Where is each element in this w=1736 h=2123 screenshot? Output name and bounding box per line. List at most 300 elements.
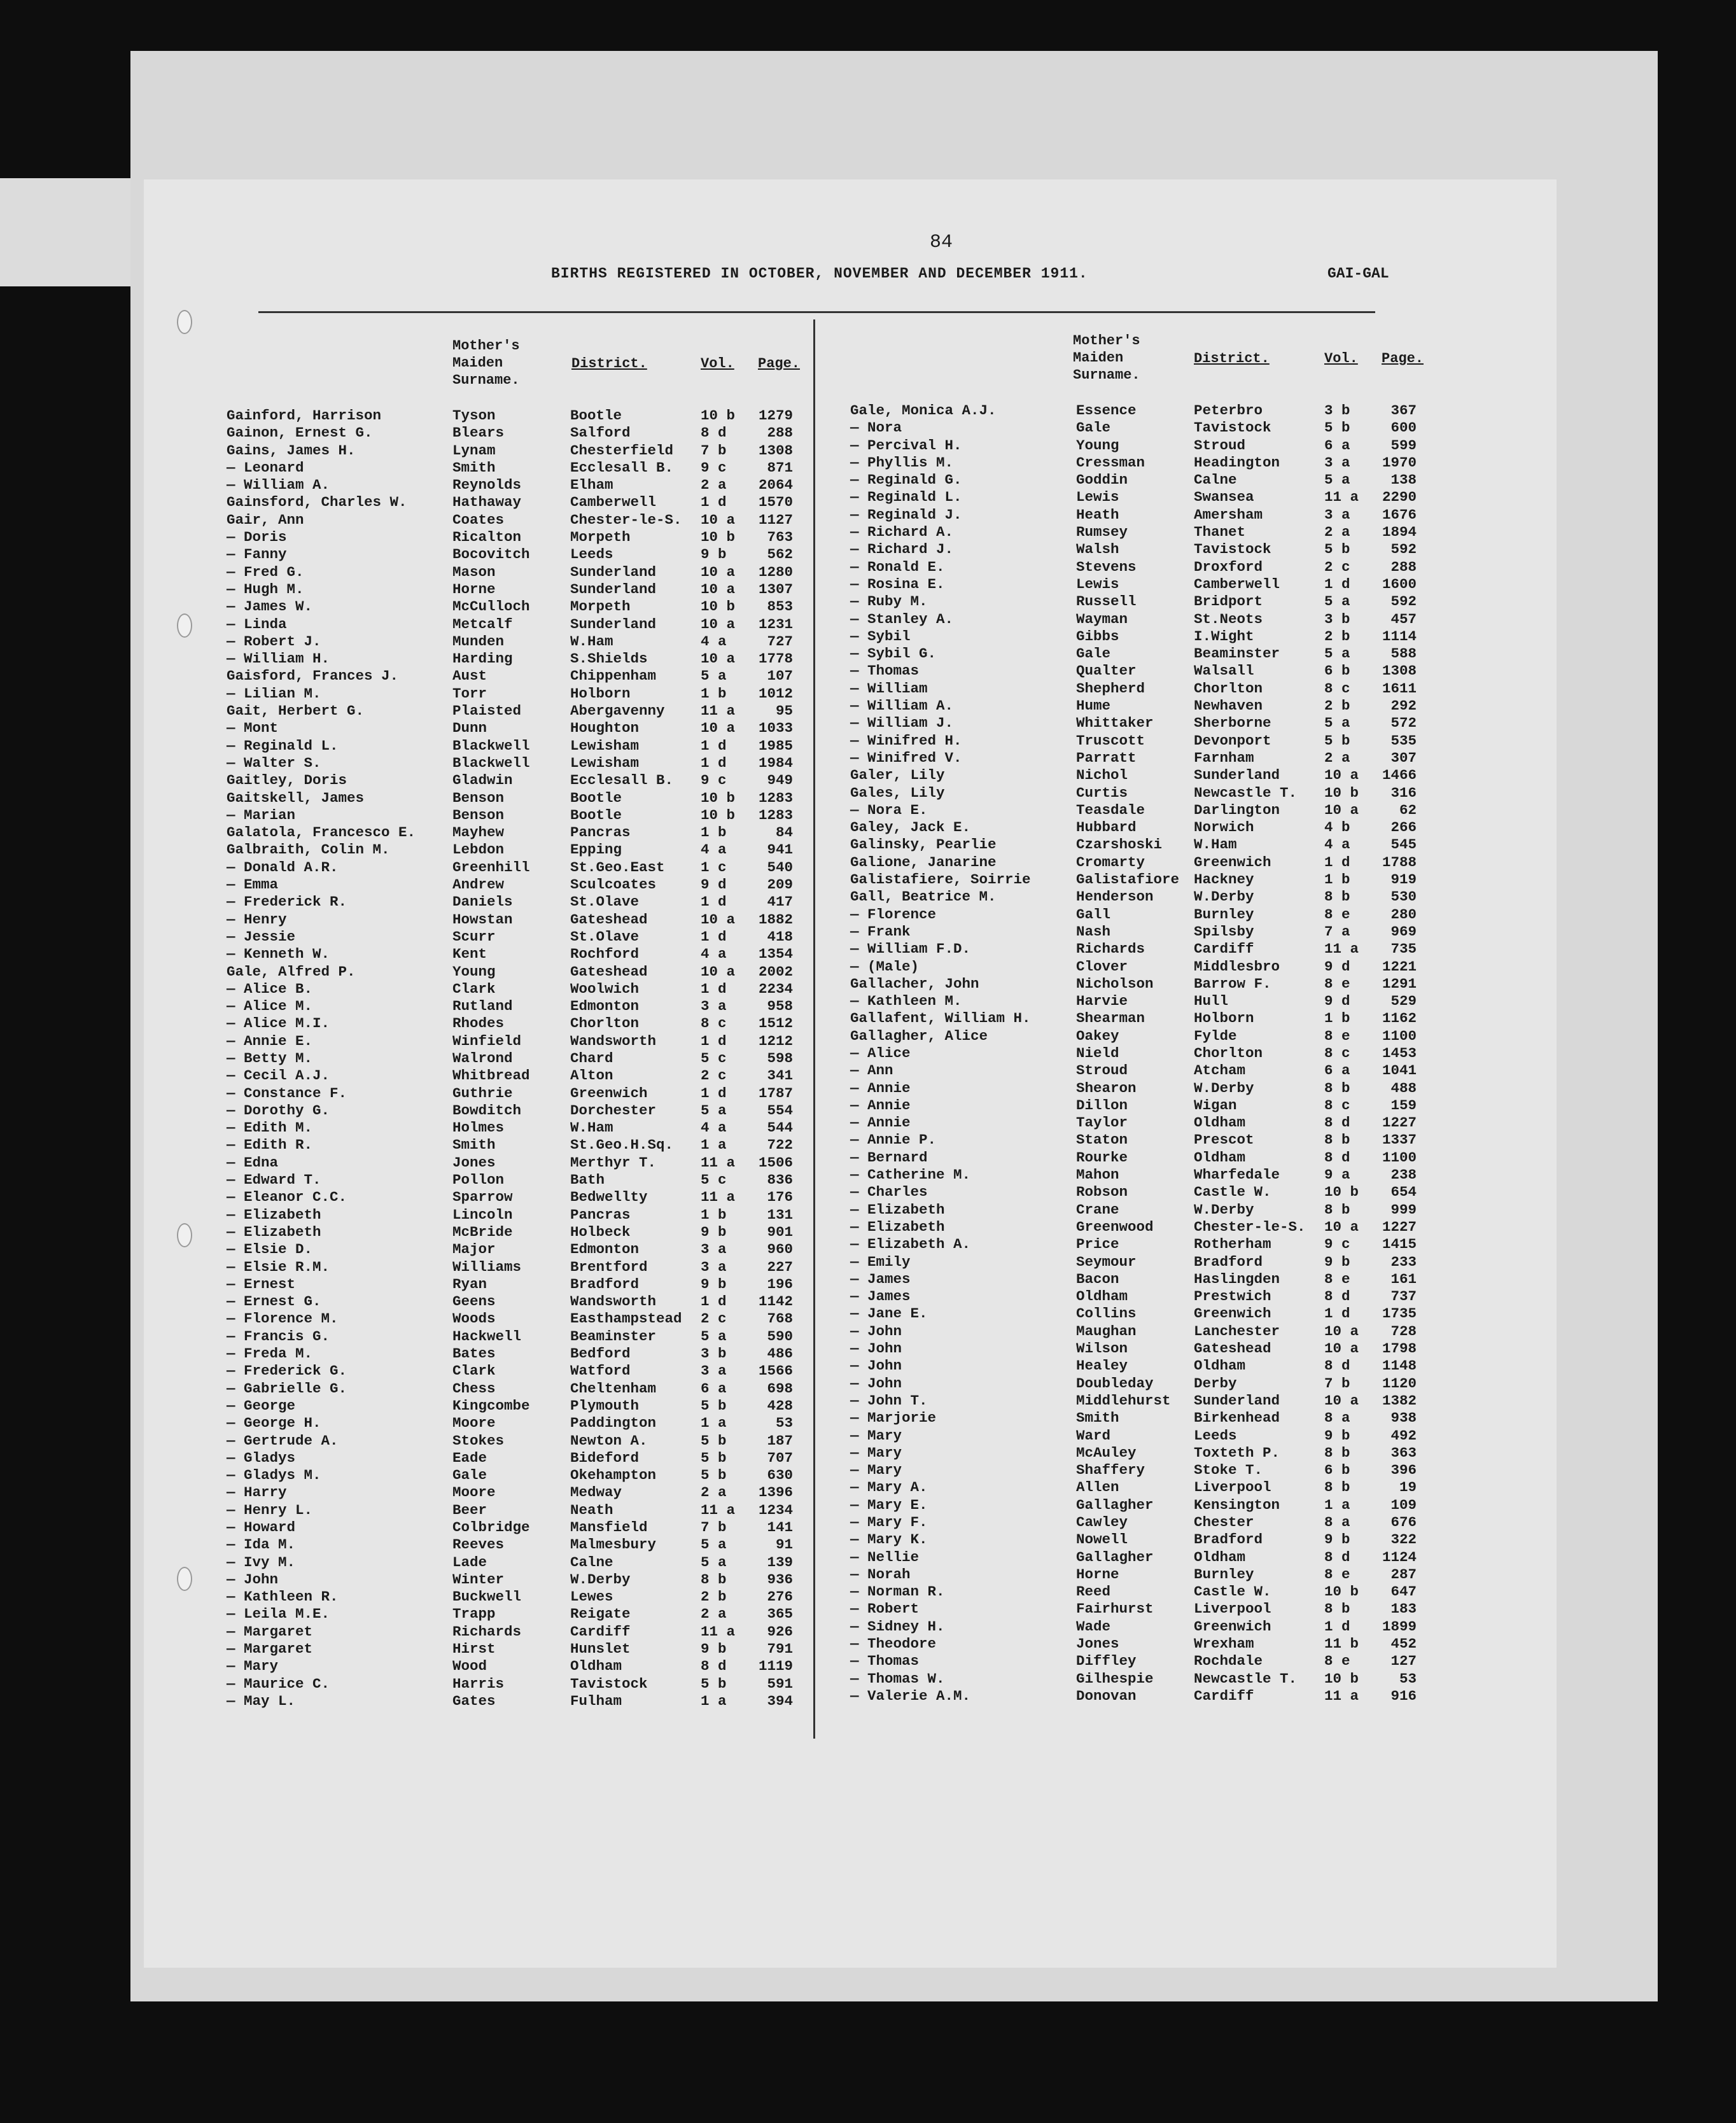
entry-maiden-surname: Moore	[452, 1415, 496, 1432]
entry-name: — Richard J.	[850, 541, 954, 558]
entry-page: 138	[1390, 472, 1417, 489]
entry-name: — Frederick R.	[227, 893, 347, 911]
entry-page: 492	[1390, 1427, 1417, 1444]
entry-maiden-surname: Shearman	[1076, 1010, 1145, 1027]
entry-page: 958	[767, 998, 793, 1015]
entry-name: — Elizabeth	[227, 1206, 321, 1223]
entry-maiden-surname: Trapp	[452, 1606, 496, 1623]
entry-maiden-surname: Greenwood	[1076, 1218, 1154, 1235]
entry-district: Spilsby	[1194, 923, 1254, 940]
entry-maiden-surname: Reynolds	[452, 477, 522, 494]
entry-name: — Richard A.	[850, 524, 954, 541]
entry-volume: 8 b	[1324, 1479, 1350, 1496]
entry-volume: 1 d	[701, 754, 727, 771]
entry-name: — Ernest	[227, 1275, 296, 1293]
entry-page: 599	[1390, 437, 1417, 454]
entry-district: Brentford	[570, 1258, 648, 1275]
entry-district: Bath	[570, 1172, 605, 1189]
entry-maiden-surname: Donovan	[1076, 1687, 1137, 1704]
entry-district: Swansea	[1194, 489, 1254, 506]
entry-maiden-surname: Shearon	[1076, 1079, 1137, 1097]
entry-district: Houghton	[570, 720, 640, 737]
entry-page: 91	[775, 1536, 793, 1553]
entry-name: — (Male)	[850, 958, 920, 975]
entry-name: — Jane E.	[850, 1305, 928, 1322]
entry-maiden-surname: Dillon	[1076, 1097, 1128, 1114]
entry-name: Galbraith, Colin M.	[227, 841, 390, 858]
entry-district: Lewes	[570, 1588, 613, 1606]
entry-page: 486	[767, 1345, 793, 1363]
entry-volume: 8 e	[1324, 1270, 1350, 1287]
entry-district: Sunderland	[1194, 767, 1280, 784]
entry-name: — Kathleen M.	[850, 993, 962, 1010]
entry-maiden-surname: Wilson	[1076, 1340, 1128, 1357]
entry-maiden-surname: Buckwell	[452, 1588, 522, 1606]
entry-district: Gateshead	[1194, 1340, 1271, 1357]
entry-volume: 8 c	[701, 1015, 727, 1032]
entry-page: 901	[767, 1223, 793, 1240]
entry-district: Camberwell	[1194, 575, 1280, 592]
entry-page: 457	[1390, 610, 1417, 627]
entry-district: Middlesbro	[1194, 958, 1280, 975]
entry-page: 1212	[758, 1032, 793, 1049]
entry-volume: 8 a	[1324, 1410, 1350, 1427]
entry-district: W.Ham	[1194, 836, 1237, 853]
entry-maiden-surname: Aust	[452, 668, 487, 685]
entry-name: — Francis G.	[227, 1328, 330, 1345]
entry-volume: 1 d	[701, 893, 727, 911]
entry-district: Cardiff	[1194, 941, 1254, 958]
entry-maiden-surname: Heath	[1076, 506, 1119, 523]
entry-volume: 8 d	[1324, 1149, 1350, 1166]
entry-volume: 10 a	[701, 650, 736, 668]
entry-volume: 9 d	[701, 876, 727, 893]
entry-name: Galey, Jack E.	[850, 819, 971, 836]
entry-district: Neath	[570, 1501, 613, 1518]
entry-volume: 8 b	[1324, 1201, 1350, 1218]
entry-name: — Ruby M.	[850, 593, 928, 610]
header-line: Surname.	[1073, 367, 1140, 383]
entry-district: Alton	[570, 1067, 613, 1084]
entry-page: 544	[767, 1119, 793, 1137]
entry-page: 1283	[758, 789, 793, 806]
entry-name: — Elsie R.M.	[227, 1258, 330, 1275]
entry-page: 853	[767, 598, 793, 615]
entry-district: Oldham	[1194, 1114, 1246, 1132]
entry-maiden-surname: Richards	[1076, 941, 1145, 958]
entry-volume: 5 b	[1324, 541, 1350, 558]
entry-volume: 6 b	[1324, 1462, 1350, 1479]
entry-maiden-surname: McBride	[452, 1223, 513, 1240]
entry-maiden-surname: Blears	[452, 424, 505, 442]
entry-volume: 2 c	[1324, 558, 1350, 575]
entry-volume: 8 e	[1324, 906, 1350, 923]
entry-maiden-surname: Andrew	[452, 876, 505, 893]
entry-maiden-surname: Healey	[1076, 1357, 1128, 1375]
entry-name: — Nellie	[850, 1548, 920, 1566]
entry-page: 1970	[1382, 454, 1417, 471]
entry-volume: 9 b	[701, 546, 727, 563]
entry-volume: 1 d	[1324, 575, 1350, 592]
entry-volume: 9 b	[701, 1223, 727, 1240]
entry-volume: 2 a	[701, 1606, 727, 1623]
header-line: Surname.	[452, 372, 520, 388]
entry-name: — Linda	[227, 615, 287, 633]
entry-volume: 4 a	[701, 841, 727, 858]
entry-volume: 10 a	[701, 963, 736, 980]
entry-district: Mansfield	[570, 1519, 648, 1536]
entry-page: 159	[1390, 1097, 1417, 1114]
entry-volume: 7 b	[1324, 1375, 1350, 1392]
entry-volume: 7 b	[701, 442, 727, 459]
entry-volume: 11 b	[1324, 1636, 1359, 1653]
entry-name: — Mary A.	[850, 1479, 928, 1496]
entry-name: — Gladys	[227, 1449, 296, 1466]
entry-page: 367	[1390, 402, 1417, 419]
entry-maiden-surname: Rutland	[452, 998, 513, 1015]
entry-district: Chippenham	[570, 668, 657, 685]
entry-district: Wrexham	[1194, 1636, 1254, 1653]
entry-district: Tavistock	[1194, 541, 1271, 558]
entry-name: — Reginald J.	[850, 506, 962, 523]
entry-district: Epping	[570, 841, 622, 858]
entry-maiden-surname: Gilhespie	[1076, 1670, 1154, 1687]
entry-maiden-surname: Smith	[452, 1137, 496, 1154]
entry-maiden-surname: Metcalf	[452, 615, 513, 633]
entry-volume: 10 a	[701, 511, 736, 528]
entry-volume: 11 a	[1324, 941, 1359, 958]
entry-name: Galer, Lily	[850, 767, 945, 784]
entry-maiden-surname: Colbridge	[452, 1519, 530, 1536]
entry-name: Gainsford, Charles W.	[227, 494, 407, 511]
entry-district: Sunderland	[570, 615, 657, 633]
entry-district: Pancras	[570, 1206, 631, 1223]
entry-page: 591	[767, 1675, 793, 1692]
entry-maiden-surname: Truscott	[1076, 732, 1145, 749]
entry-name: — Annie E.	[227, 1032, 313, 1049]
entry-name: — Ida M.	[227, 1536, 296, 1553]
entry-volume: 9 b	[1324, 1531, 1350, 1548]
entry-maiden-surname: Torr	[452, 685, 487, 702]
entry-name: — Elizabeth	[227, 1223, 321, 1240]
entry-name: — Frank	[850, 923, 911, 940]
entry-maiden-surname: Mason	[452, 563, 496, 580]
entry-district: Oldham	[1194, 1548, 1246, 1566]
entry-name: — Leila M.E.	[227, 1606, 330, 1623]
entry-maiden-surname: Daniels	[452, 893, 513, 911]
entry-page: 2234	[758, 980, 793, 997]
entry-district: I.Wight	[1194, 627, 1254, 645]
header-line: Maiden	[1073, 350, 1124, 366]
entry-volume: 10 a	[1324, 767, 1359, 784]
entry-volume: 1 d	[701, 1032, 727, 1049]
left-header-district: District.	[571, 356, 647, 372]
entry-volume: 5 a	[701, 668, 727, 685]
entry-name: — Edith M.	[227, 1119, 313, 1137]
entry-maiden-surname: Geens	[452, 1293, 496, 1310]
range-code: GAI-GAL	[1327, 265, 1389, 282]
entry-district: Newhaven	[1194, 697, 1263, 715]
entry-name: — Reginald L.	[850, 489, 962, 506]
entry-name: — Leonard	[227, 459, 304, 476]
entry-maiden-surname: Essence	[1076, 402, 1137, 419]
entry-district: W.Derby	[570, 1571, 631, 1588]
entry-volume: 3 b	[1324, 402, 1350, 419]
entry-page: 488	[1390, 1079, 1417, 1097]
entry-maiden-surname: Stokes	[452, 1432, 505, 1449]
entry-page: 1041	[1382, 1062, 1417, 1079]
entry-page: 141	[767, 1519, 793, 1536]
entry-volume: 9 d	[1324, 958, 1350, 975]
entry-maiden-surname: Nash	[1076, 923, 1111, 940]
right-header-vol: Vol.	[1324, 351, 1358, 367]
register-page	[144, 179, 1557, 1968]
entry-volume: 5 b	[701, 1397, 727, 1414]
entry-page: 722	[767, 1137, 793, 1154]
entry-maiden-surname: Russell	[1076, 593, 1137, 610]
entry-page: 1120	[1382, 1375, 1417, 1392]
entry-district: Morpeth	[570, 529, 631, 546]
entry-page: 999	[1390, 1201, 1417, 1218]
entry-page: 654	[1390, 1184, 1417, 1201]
entry-volume: 10 b	[701, 407, 736, 424]
entry-page: 1899	[1382, 1618, 1417, 1635]
entry-name: — Bernard	[850, 1149, 928, 1166]
entry-page: 1162	[1382, 1010, 1417, 1027]
entry-volume: 8 d	[1324, 1548, 1350, 1566]
index-tab	[0, 178, 130, 286]
entry-maiden-surname: Stroud	[1076, 1062, 1128, 1079]
entry-name: — James	[850, 1270, 911, 1287]
entry-page: 238	[1390, 1167, 1417, 1184]
entry-name: — William H.	[227, 650, 330, 668]
entry-name: — Mont	[227, 720, 279, 737]
entry-district: Cardiff	[570, 1623, 631, 1640]
entry-page: 209	[767, 876, 793, 893]
entry-district: Merthyr T.	[570, 1154, 657, 1171]
entry-volume: 10 b	[1324, 784, 1359, 801]
entry-maiden-surname: Hubbard	[1076, 819, 1137, 836]
entry-name: — Kathleen R.	[227, 1588, 339, 1606]
entry-page: 176	[767, 1189, 793, 1206]
entry-volume: 10 a	[1324, 1322, 1359, 1340]
entry-name: — Mary F.	[850, 1514, 928, 1531]
entry-name: — Freda M.	[227, 1345, 313, 1363]
entry-page: 530	[1390, 888, 1417, 906]
entry-page: 763	[767, 529, 793, 546]
entry-district: Chorlton	[570, 1015, 640, 1032]
entry-volume: 3 a	[701, 1363, 727, 1380]
entry-district: Tavistock	[570, 1675, 648, 1692]
entry-district: Chester	[1194, 1514, 1254, 1531]
entry-volume: 5 b	[701, 1432, 727, 1449]
entry-volume: 10 a	[1324, 1340, 1359, 1357]
entry-name: — Alice M.	[227, 998, 313, 1015]
entry-page: 938	[1390, 1410, 1417, 1427]
entry-district: Chester-le-S.	[1194, 1218, 1306, 1235]
entry-maiden-surname: Plaisted	[452, 703, 522, 720]
entry-page: 233	[1390, 1253, 1417, 1270]
entry-name: — John	[227, 1571, 279, 1588]
entry-volume: 10 a	[701, 615, 736, 633]
entry-maiden-surname: Whitbread	[452, 1067, 530, 1084]
entry-maiden-surname: Woods	[452, 1310, 496, 1328]
entry-page: 545	[1390, 836, 1417, 853]
entry-maiden-surname: Robson	[1076, 1184, 1128, 1201]
entry-maiden-surname: Nowell	[1076, 1531, 1128, 1548]
entry-volume: 6 b	[1324, 662, 1350, 680]
entry-page: 1114	[1382, 627, 1417, 645]
entry-maiden-surname: Gale	[1076, 645, 1111, 662]
entry-maiden-surname: Ward	[1076, 1427, 1111, 1444]
entry-page: 1354	[758, 946, 793, 963]
binder-hole-icon	[177, 310, 192, 334]
entry-district: Sunderland	[570, 563, 657, 580]
entry-maiden-surname: Lewis	[1076, 489, 1119, 506]
entry-maiden-surname: Bates	[452, 1345, 496, 1363]
entry-name: — Mary K.	[850, 1531, 928, 1548]
entry-volume: 8 b	[1324, 888, 1350, 906]
entry-name: — Edna	[227, 1154, 279, 1171]
entry-maiden-surname: Harris	[452, 1675, 505, 1692]
entry-name: — Reginald G.	[850, 472, 962, 489]
entry-page: 1308	[758, 442, 793, 459]
entry-district: Elham	[570, 477, 613, 494]
entry-name: — Gertrude A.	[227, 1432, 339, 1449]
entry-volume: 11 a	[1324, 1687, 1359, 1704]
entry-maiden-surname: Benson	[452, 806, 505, 823]
entry-maiden-surname: Howstan	[452, 911, 513, 928]
entry-district: Darlington	[1194, 801, 1280, 818]
entry-maiden-surname: Walrond	[452, 1049, 513, 1067]
entry-maiden-surname: Moore	[452, 1484, 496, 1501]
entry-name: Gale, Alfred P.	[227, 963, 356, 980]
entry-page: 871	[767, 459, 793, 476]
entry-name: — Thomas W.	[850, 1670, 945, 1687]
entry-page: 62	[1399, 801, 1417, 818]
entry-maiden-surname: Qualter	[1076, 662, 1137, 680]
entry-maiden-surname: Pollon	[452, 1172, 505, 1189]
entry-district: Derby	[1194, 1375, 1237, 1392]
entry-volume: 8 e	[1324, 1653, 1350, 1670]
entry-volume: 3 a	[701, 998, 727, 1015]
entry-name: — William A.	[227, 477, 330, 494]
entry-maiden-surname: Parratt	[1076, 749, 1137, 766]
entry-page: 19	[1399, 1479, 1417, 1496]
entry-district: Holborn	[1194, 1010, 1254, 1027]
entry-name: — Hugh M.	[227, 580, 304, 598]
entry-volume: 2 c	[701, 1310, 727, 1328]
entry-page: 554	[767, 1102, 793, 1119]
entry-volume: 5 b	[701, 1675, 727, 1692]
entry-maiden-surname: Henderson	[1076, 888, 1154, 906]
entry-name: — Frederick G.	[227, 1363, 347, 1380]
entry-volume: 8 e	[1324, 1566, 1350, 1583]
entry-maiden-surname: Clark	[452, 980, 496, 997]
entry-district: Stroud	[1194, 437, 1246, 454]
entry-page: 127	[1390, 1653, 1417, 1670]
entry-volume: 8 b	[1324, 1601, 1350, 1618]
entry-name: Galione, Janarine	[850, 853, 997, 871]
entry-volume: 1 d	[1324, 1305, 1350, 1322]
entry-maiden-surname: Benson	[452, 789, 505, 806]
entry-district: W.Ham	[570, 633, 613, 650]
entry-name: Gallagher, Alice	[850, 1027, 988, 1044]
entry-name: — Charles	[850, 1184, 928, 1201]
entry-page: 1124	[1382, 1548, 1417, 1566]
entry-maiden-surname: Kent	[452, 946, 487, 963]
entry-page: 1142	[758, 1293, 793, 1310]
entry-page: 280	[1390, 906, 1417, 923]
entry-page: 1227	[1382, 1114, 1417, 1132]
entry-name: — Edward T.	[227, 1172, 321, 1189]
entry-district: Paddington	[570, 1415, 657, 1432]
entry-district: Newton A.	[570, 1432, 648, 1449]
entry-volume: 9 b	[1324, 1253, 1350, 1270]
entry-page: 1227	[1382, 1218, 1417, 1235]
entry-name: — Annie P.	[850, 1132, 937, 1149]
entry-volume: 4 a	[1324, 836, 1350, 853]
entry-name: — Thomas	[850, 662, 920, 680]
entry-district: Malmesbury	[570, 1536, 657, 1553]
entry-volume: 1 a	[701, 1415, 727, 1432]
entry-volume: 2 a	[1324, 524, 1350, 541]
entry-district: Stoke T.	[1194, 1462, 1263, 1479]
entry-name: — Fanny	[227, 546, 287, 563]
entry-volume: 1 a	[701, 1137, 727, 1154]
entry-district: Beaminster	[1194, 645, 1280, 662]
entry-page: 183	[1390, 1601, 1417, 1618]
entry-page: 698	[767, 1380, 793, 1397]
entry-page: 1127	[758, 511, 793, 528]
entry-page: 1611	[1382, 680, 1417, 697]
entry-maiden-surname: Wood	[452, 1658, 487, 1675]
entry-volume: 4 a	[701, 946, 727, 963]
entry-district: Easthampstead	[570, 1310, 682, 1328]
entry-page: 322	[1390, 1531, 1417, 1548]
entry-volume: 10 a	[1324, 801, 1359, 818]
entry-page: 1566	[758, 1363, 793, 1380]
entry-district: Watford	[570, 1363, 631, 1380]
entry-volume: 6 a	[701, 1380, 727, 1397]
entry-name: — Mary	[850, 1444, 902, 1461]
entry-volume: 9 b	[701, 1275, 727, 1293]
entry-volume: 1 d	[701, 980, 727, 997]
entry-page: 1984	[758, 754, 793, 771]
entry-volume: 10 b	[701, 806, 736, 823]
entry-volume: 9 a	[1324, 1167, 1350, 1184]
entry-maiden-surname: Clover	[1076, 958, 1128, 975]
entry-district: Rochford	[570, 946, 640, 963]
entry-district: Sculcoates	[570, 876, 657, 893]
entry-district: Greenwich	[570, 1084, 648, 1102]
entry-volume: 11 a	[1324, 489, 1359, 506]
entry-name: — Donald A.R.	[227, 858, 339, 876]
entry-name: Gaitley, Doris	[227, 772, 347, 789]
entry-district: Beaminster	[570, 1328, 657, 1345]
entry-page: 287	[1390, 1566, 1417, 1583]
entry-maiden-surname: Guthrie	[452, 1084, 513, 1102]
entry-maiden-surname: Harding	[452, 650, 513, 668]
entry-district: Chesterfield	[570, 442, 674, 459]
entry-page: 1570	[758, 494, 793, 511]
entry-page: 365	[767, 1606, 793, 1623]
entry-page: 737	[1390, 1288, 1417, 1305]
entry-page: 647	[1390, 1583, 1417, 1601]
entry-district: Burnley	[1194, 906, 1254, 923]
entry-district: St.Olave	[570, 893, 640, 911]
entry-district: St.Geo.H.Sq.	[570, 1137, 674, 1154]
